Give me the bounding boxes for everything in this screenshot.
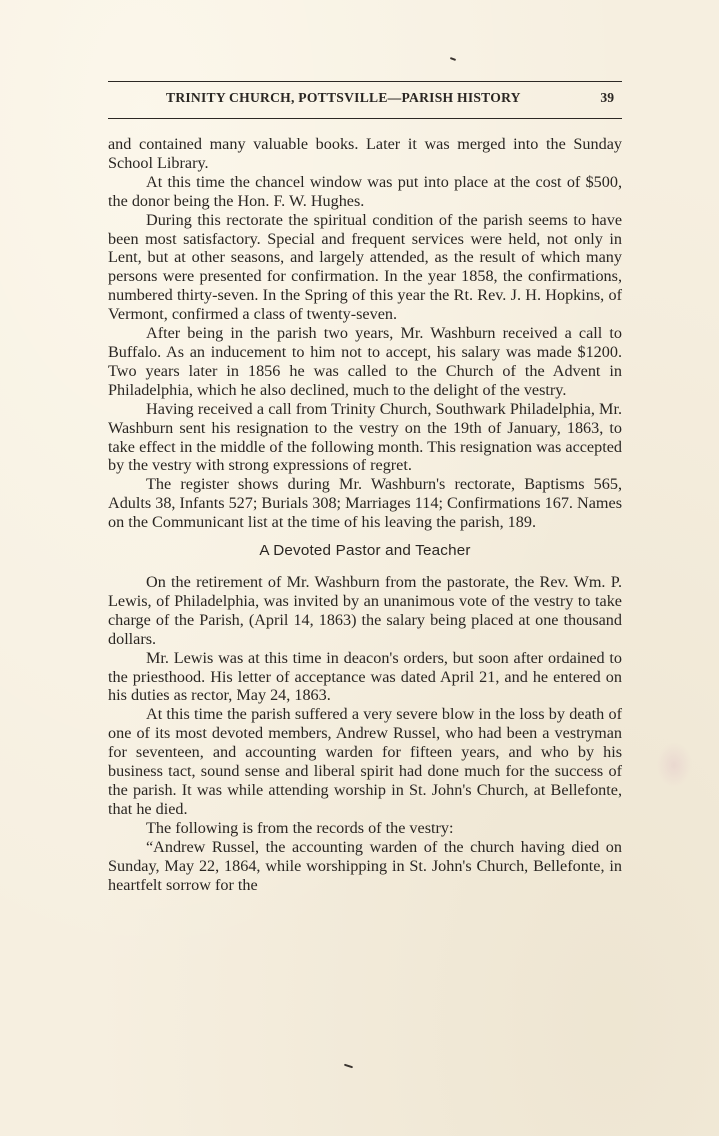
paragraph-5: Having received a call from Trinity Church, Southwark Philadelphia, Mr. Washburn sent his resignation to the vestry on the 19th of January, 1863, to take effect in the middle of the following month. This resignation was accepted by the vestry with strong expressions of regret. [108, 399, 622, 475]
header-rule-top [108, 81, 622, 82]
print-speck [344, 1064, 353, 1069]
paragraph-1: and contained many valuable books. Later it was merged into the Sunday School Library. [108, 135, 622, 172]
print-speck [450, 57, 456, 61]
paragraph-11: “Andrew Russel, the accounting warden of the church having died on Sunday, May 22, 1864, while worshipping in St. John's Church, Bellefonte, in heartfelt sorrow for the [108, 837, 622, 894]
paper-stain [656, 742, 692, 788]
paragraph-9: At this time the parish suffered a very severe blow in the loss by death of one of its most devoted members, Andrew Russel, who had been a vestryman for seventeen, and accounting warden for fifteen years, and who by his business tact, sound sense and liberal spirit had done much for the success of the parish. It was while attending worship in St. John's Church, at Bellefonte, that he died. [108, 705, 622, 818]
running-head [108, 89, 622, 111]
page-number: 39 [600, 90, 614, 105]
paragraph-2: At this time the chancel window was put into place at the cost of $500, the donor being the Hon. F. W. Hughes. [108, 172, 622, 210]
paragraph-4: After being in the parish two years, Mr. Washburn received a call to Buffalo. As an inducement to him not to accept, his salary was made $1200. Two years later in 1856 he was called to the Church of the Advent in Philadelphia, which he also declined, much to the delight of the vestry. [108, 324, 622, 399]
paragraph-3: During this rectorate the spiritual condition of the parish seems to have been most satisfactory. Special and frequent services were held, not only in Lent, but at other seasons, and largely attended, as the result of which many persons were presented for confirmation. In the year 1858, the confirmations, numbered thirty-seven. In the Spring of this year the Rt. Rev. J. H. Hopkins, of Vermont, confirmed a class of twenty-seven. [108, 210, 622, 324]
running-title: TRINITY CHURCH, POTTSVILLE—PARISH HISTORY [166, 90, 521, 105]
paragraph-7: On the retirement of Mr. Washburn from the pastorate, the Rev. Wm. P. Lewis, of Philadelphia, was invited by an unanimous vote of the vestry to take charge of the Parish, (April 14, 1863) the salary being placed at one thousand dollars. [108, 573, 622, 648]
body-text [108, 135, 622, 894]
paragraph-8: Mr. Lewis was at this time in deacon's orders, but soon after ordained to the priesthood. His letter of acceptance was dated April 21, and he entered on his duties as rector, May 24, 1863. [108, 648, 622, 705]
header-rule-bottom [108, 118, 622, 119]
paragraph-6: The register shows during Mr. Washburn's rectorate, Baptisms 565, Adults 38, Infants 527; Burials 308; Marriages 114; Confirmations 167. Names on the Communicant list at the time of his leaving the parish, 189. [108, 475, 622, 532]
paragraph-10: The following is from the records of the vestry: [146, 818, 454, 837]
section-heading: A Devoted Pastor and Teacher [259, 542, 471, 560]
